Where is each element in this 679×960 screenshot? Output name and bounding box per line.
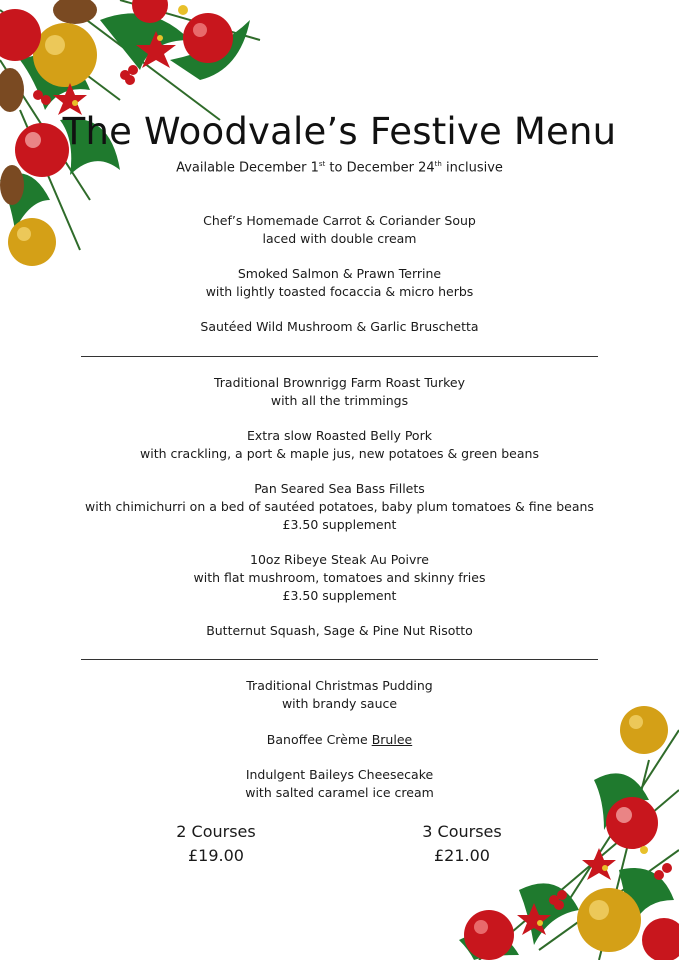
dessert-name [0,731,679,749]
supplement-note: £3.50 supplement [282,517,397,532]
dessert-name: Indulgent Baileys Cheesecake [245,767,434,782]
starter-name: Chef’s Homemade Carrot & Coriander Soup [203,213,476,228]
main-desc: with chimichurri on a bed of sautéed potatoes, baby plum tomatoes & fine beans [85,499,594,514]
section-divider [81,659,598,660]
three-courses-price: £21.00 [434,846,490,865]
menu-title: The Woodvale’s Festive Menu [62,110,617,153]
two-courses-price: £19.00 [188,846,244,865]
main-name: Extra slow Roasted Belly Pork [247,428,432,443]
main-name: Traditional Brownrigg Farm Roast Turkey [213,375,465,390]
section-divider [81,356,598,357]
main-desc: with crackling, a port & maple jus, new potatoes & green beans [140,446,539,461]
three-courses-label: 3 Courses [422,822,502,841]
two-courses-label: 2 Courses [176,822,256,841]
starter-name: Smoked Salmon & Prawn Terrine [237,266,442,281]
dessert-name-underlined: Brulee [371,732,413,747]
subtitle-text: Available December 1 [176,160,319,176]
main-name: Pan Seared Sea Bass Fillets [254,481,425,496]
main-name: 10oz Ribeye Steak Au Poivre [250,552,429,567]
starter-name: Sautéed Wild Mushroom & Garlic Bruschetta [200,319,479,334]
main-desc: with all the trimmings [270,393,409,408]
subtitle-ordinal: th [434,160,442,168]
starter-desc: with lightly toasted focaccia & micro herbs [205,284,474,299]
dessert-desc: with salted caramel ice cream [245,785,434,800]
subtitle-ordinal: st [318,160,326,168]
dessert-name: Traditional Christmas Pudding [246,678,433,693]
dessert-desc: with brandy sauce [281,696,398,711]
dessert-name-text: Banoffee Crème [266,732,372,747]
availability-subtitle [0,160,679,175]
subtitle-text: inclusive [441,160,503,176]
subtitle-text: to December 24 [325,160,435,176]
main-name: Butternut Squash, Sage & Pine Nut Risotto [206,623,473,638]
supplement-note: £3.50 supplement [282,588,397,603]
starter-desc: laced with double cream [262,231,417,246]
main-desc: with flat mushroom, tomatoes and skinny fries [193,570,486,585]
